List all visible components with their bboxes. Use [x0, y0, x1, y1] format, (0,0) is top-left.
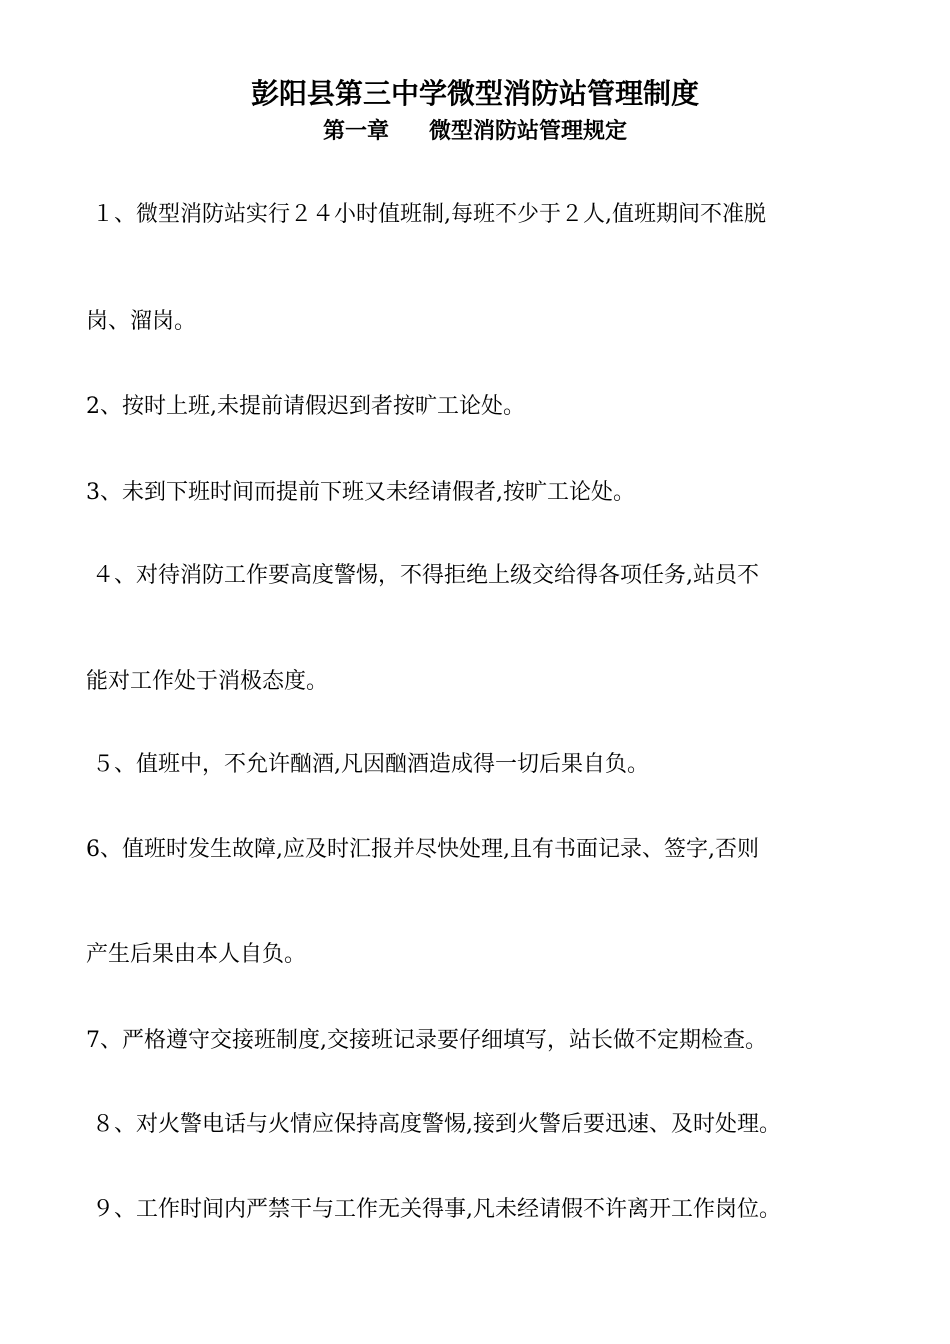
- chapter-number: 第一章: [322, 118, 389, 144]
- rule-3-line-1: 3、未到下班时间而提前下班又未经请假者,按旷工论处。: [86, 480, 635, 505]
- rule-4-line-2: 能对工作处于消极态度。: [86, 669, 329, 694]
- rule-2-line-1: 2、按时上班,未提前请假迟到者按旷工论处。: [86, 394, 525, 419]
- rule-7-line-1: 7、严格遵守交接班制度,交接班记录要仔细填写，站长做不定期检查。: [86, 1028, 767, 1053]
- chapter-name: 微型消防站管理规定: [429, 118, 628, 144]
- rule-1-line-1: １、微型消防站实行２４小时值班制,每班不少于２人,值班期间不准脱: [92, 202, 766, 227]
- rule-6-line-2: 产生后果由本人自负。: [86, 942, 307, 967]
- document-title: 彭阳县第三中学微型消防站管理制度: [250, 77, 699, 110]
- rule-6-line-1: 6、值班时发生故障,应及时汇报并尽快处理,且有书面记录、签字,否则: [86, 837, 759, 862]
- rule-4-line-1: ４、对待消防工作要高度警惕，不得拒绝上级交给得各项任务,站员不: [92, 563, 759, 588]
- rule-5-line-1: ５、值班中，不允许酗酒,凡因酗酒造成得一切后果自负。: [92, 752, 649, 777]
- rule-9-line-1: ９、工作时间内严禁干与工作无关得事,凡未经请假不许离开工作岗位。: [92, 1197, 781, 1222]
- rule-8-line-1: ８、对火警电话与火情应保持高度警惕,接到火警后要迅速、及时处理。: [92, 1112, 781, 1137]
- rule-1-line-2: 岗、溜岗。: [86, 309, 197, 334]
- chapter-heading: [0, 116, 950, 146]
